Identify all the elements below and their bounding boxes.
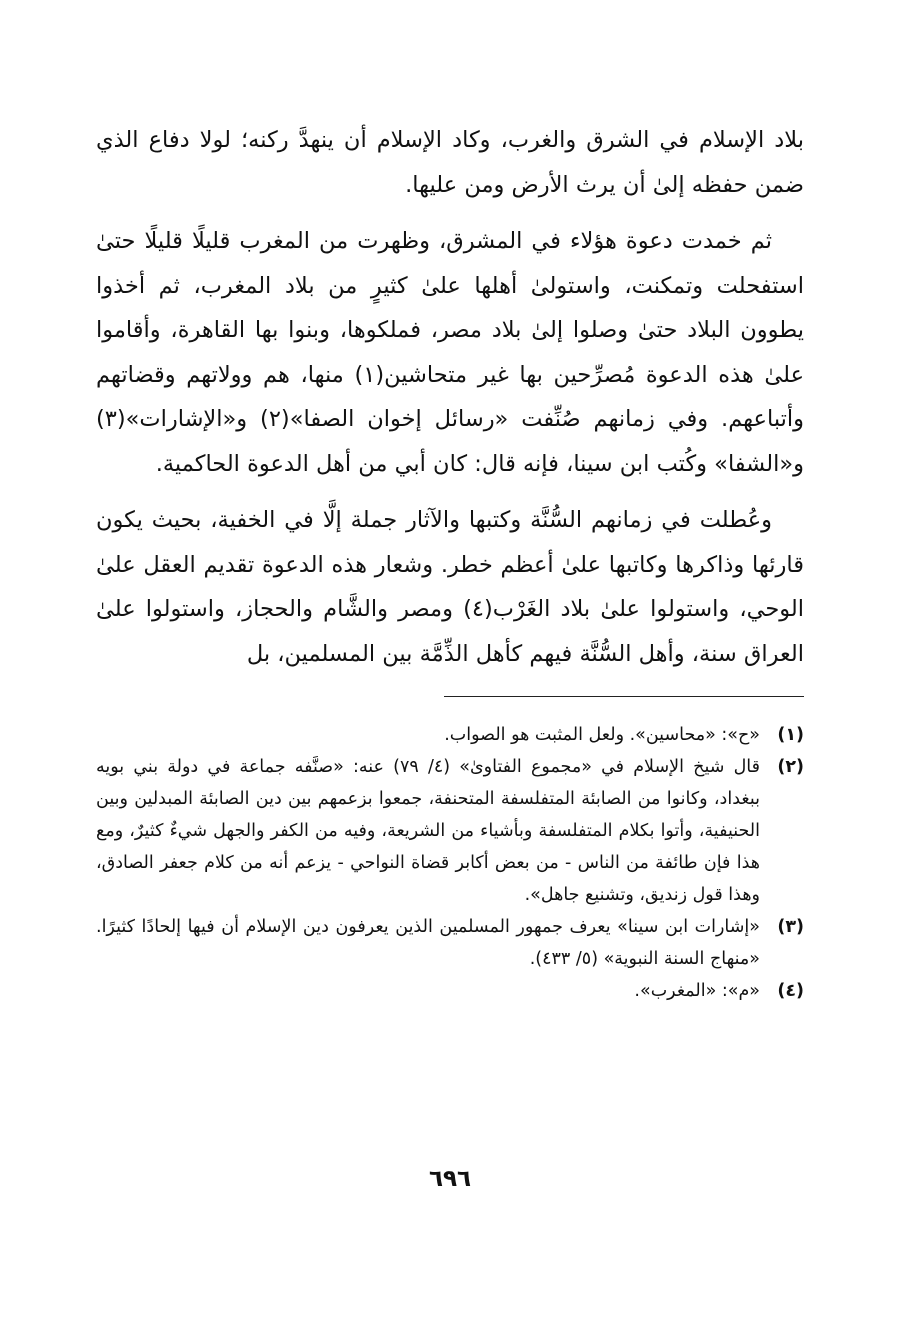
footnote-4 xyxy=(96,975,804,1007)
footnote-separator xyxy=(444,696,804,697)
footnote-2 xyxy=(96,751,804,911)
main-paragraph-3: وعُطلت في زمانهم السُّنَّة وكتبها والآثار جملة إلَّا في الخفية، بحيث يكون قارئها وذاكرها وكاتبها علىٰ أعظم خطر. وشعار هذه الدعوة تقديم العقل علىٰ الوحي، واستولوا علىٰ بلاد الغَرْب(٤) ومصر والشَّام والحجاز، واستولوا علىٰ العراق سنة، وأهل السُّنَّة فيهم كأهل الذِّمَّة بين المسلمين، بل xyxy=(96,507,804,667)
page-body xyxy=(96,118,804,1007)
footnote-text: «م»: «المغرب». xyxy=(634,981,760,1001)
page-number: ٦٩٦ xyxy=(428,1166,472,1192)
main-paragraph-2: ثم خمدت دعوة هؤلاء في المشرق، وظهرت من المغرب قليلًا قليلًا حتىٰ استفحلت وتمكنت، واستولىٰ أهلها علىٰ كثيرٍ من بلاد المغرب، ثم أخذوا يطوون البلاد حتىٰ وصلوا إلىٰ بلاد مصر، فملكوها، وبنوا بها القاهرة، وأقاموا علىٰ هذه الدعوة مُصرِّحين بها غير متحاشين(١) منها، هم وولاتهم وقضاتهم وأتباعهم. وفي زمانهم صُنِّفت «رسائل إخوان الصفا»(٢) و«الإشارات»(٣) و«الشفا» وكُتب ابن سينا، فإنه قال: كان أبي من أهل الدعوة الحاكمية. xyxy=(96,228,805,477)
footnote-number: (٢) xyxy=(777,757,804,777)
footnote-number: (٤) xyxy=(777,981,804,1001)
footnote-number: (١) xyxy=(777,725,804,745)
footnote-text: قال شيخ الإسلام في «مجموع الفتاوىٰ» (٤/ ٧٩) عنه: «صنَّفه جماعة في دولة بني بويه ببغداد، وكانوا من الصابئة المتفلسفة المتحنفة، جمعوا بزعمهم بين دين الصابئة المبدلين وبين الحنيفية، وأتوا بكلام المتفلسفة وبأشياء من الشريعة، وفيه من الكفر والجهل شيءٌ كثيرٌ، ومع هذا فإن طائفة من الناس - من بعض أكابر قضاة النواحي - يزعم أنه من كلام جعفر الصادق، وهذا قول زنديق، وتشنيع جاهل». xyxy=(96,757,760,905)
footnote-number: (٣) xyxy=(777,917,804,937)
main-paragraph-1: بلاد الإسلام في الشرق والغرب، وكاد الإسلام أن ينهدَّ ركنه؛ لولا دفاع الذي ضمن حفظه إلىٰ أن يرث الأرض ومن عليها. xyxy=(96,127,804,198)
footnote-3 xyxy=(96,911,804,975)
footnotes xyxy=(96,719,804,1007)
footnote-text: «ح»: «محاسين». ولعل المثبت هو الصواب. xyxy=(444,725,760,745)
footnote-1 xyxy=(96,719,804,751)
footnote-text: «إشارات ابن سينا» يعرف جمهور المسلمين الذين يعرفون دين الإسلام أن فيها إلحادًا كثيرًا. «منهاج السنة النبوية» (٥/ ٤٣٣). xyxy=(96,917,760,969)
